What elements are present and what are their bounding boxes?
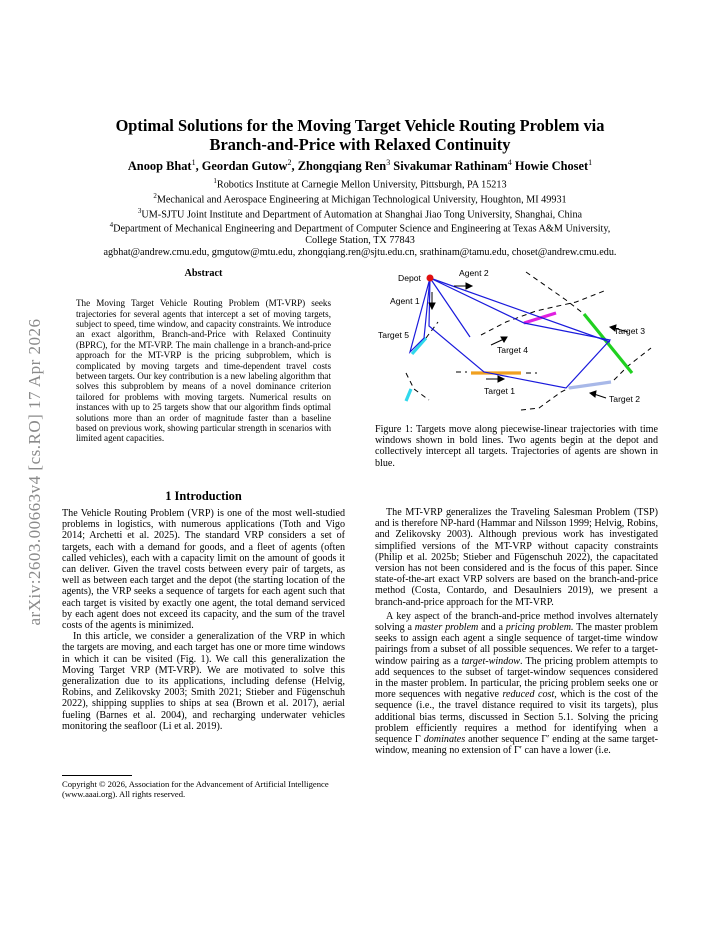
affiliation: $^2$Mechanical and Aerospace Engineering at Michigan Technological University, Houghton, MI 49931 — [153, 191, 567, 206]
right-column-body — [375, 507, 658, 756]
target-1-label: Target 1 — [484, 386, 516, 396]
section-heading-introduction: 1 Introduction — [165, 489, 242, 503]
abstract-heading: Abstract — [184, 268, 223, 279]
agent-1-label: Agent 1 — [390, 296, 420, 306]
arxiv-identifier: arXiv:2603.00663v4 [cs.RO] 17 Apr 2026 — [25, 318, 44, 626]
paper-title — [60, 116, 660, 154]
paragraph: The Vehicle Routing Problem (VRP) is one of the most well-studied problems in logistics, with numerous applications (Toth and Vigo 2014; Archetti et al. 2025). The standard VRP considers a set of targets, each with a demand for goods, and a fleet of agents (often called vehicles), each with a capacity limit on the amount of goods it can deliver. Given the travel costs between every pair of targets, as well as between each target and the depot (the starting location of the agents), the VRP seeks a sequence of targets for each agent such that each target is visited by exactly one agent, the total demand serviced by each agent does not exceed its capacity, and the sum of the travel costs of the agents is minimized. — [62, 508, 345, 632]
depot-marker — [427, 275, 434, 282]
title-line-1: Optimal Solutions for the Moving Target Vehicle Routing Problem via — [115, 116, 605, 135]
target-trajectories — [406, 272, 651, 410]
target-4-trajectory — [481, 291, 604, 335]
footnote-rule — [62, 775, 132, 776]
target-5-window-2 — [406, 389, 411, 401]
author-emails: agbhat@andrew.cmu.edu, gmgutow@mtu.edu, zhongqiang.ren@sjtu.edu.cn, srathinam@tamu.edu, choset@andrew.cmu.edu. — [103, 246, 617, 258]
copyright-footnote: Copyright © 2026, Association for the Advancement of Artificial Intelligence (www.aaai.org). All rights reserved. — [62, 779, 329, 799]
author-list: Anoop Bhat$^1$, Geordan Gutow$^2$, Zhongqiang Ren$^3$ Sivakumar Rathinam$^4$ Howie Choset$^1$ — [127, 158, 593, 174]
introduction-body — [62, 508, 345, 732]
author: Sivakumar Rathinam$^4$ — [393, 158, 512, 174]
agent-path-target5 — [410, 278, 430, 352]
abstract-text: The Moving Target Vehicle Routing Problem (MT-VRP) seeks trajectories for several agents that intercept a set of moving targets, subject to speed, time window, and capacity constraints. We introduce an exact algorithm, Branch-and-Price with Relaxed Continuity (BPRC), for the MT-VRP. The main challenge in a branch-and-price approach for the MT-VRP is the pricing subproblem, which is complicated by moving targets and time-dependent travel costs between targets. Our key contribution is a new labeling algorithm that solves this subproblem by means of a novel dominance criterion tailored for problems with moving targets. Numerical results on instances with up to 25 targets show that our algorithm finds optimal solutions more than an order of magnitude faster than a baseline based on previous work, showing particular strength in scenarios with limited agent capacities. — [76, 298, 331, 444]
target-3-trajectory — [526, 272, 584, 314]
target-4-label: Target 4 — [497, 345, 529, 355]
affiliation-continued: College Station, TX 77843 — [305, 235, 415, 247]
target-2-trajectory — [521, 388, 569, 410]
arrow-right-2-head — [498, 376, 504, 382]
paragraph: In this article, we consider a generalization of the VRP in which the targets are moving, and each target has one or more time windows in which it can be visited (Fig. 1). We call this generalization the Moving Target VRP (MT-VRP). We are motivated to solve this generalization due to its applications, including defense (Helvig, Robins, and Zelikovsky 2003; Smith 2021; Stieber and Fügenschuh 2022), shipping supplies to ships at sea (Brown et al. 2017), aerial fueling (Barnes et al. 2004), and recharging underwater vehicles monitoring the seafloor (Li et al. 2019). — [62, 631, 345, 732]
target-5-label: Target 5 — [378, 330, 410, 340]
target-2-label: Target 2 — [609, 394, 641, 404]
author: Geordan Gutow$^2$ — [201, 158, 292, 174]
agent-path-branch — [430, 278, 470, 337]
target-2-trajectory-end — [614, 348, 651, 380]
figure-1-diagram — [376, 262, 660, 417]
paragraph: A key aspect of the branch-and-price method involves alternately solving a master problem and a pricing problem. The master problem seeks to assign each agent a single sequence of target-time window pairings from a subset of all possible sequences. We refer to a target-window pairing as a target-window. The pricing problem attempts to add sequences to the subset of target-window sequences considered in the master problem. In particular, the pricing problem seeks one or more sequences with negative reduced cost, which is the cost of the sequence (i.e., the travel distance required to visit its targets), plus additional bias terms, discussed in Section 5.1. Solving the pricing problem efficiently requires a method for identifying when a sequence Γ dominates another sequence Γ′ ending at the same target-window, meaning no extension of Γ′ can have a lower (i.e. — [375, 610, 658, 757]
affiliations — [60, 176, 660, 258]
target-3-label: Target 3 — [614, 326, 646, 336]
target-5-window — [412, 338, 426, 354]
depot-label: Depot — [398, 273, 421, 283]
affiliation: $^4$Department of Mechanical Engineering and Department of Computer Science and Engineering at Texas A&M University, — [109, 221, 611, 235]
agent-2-label: Agent 2 — [459, 268, 489, 278]
author: Howie Choset$^1$ — [514, 158, 593, 174]
paragraph: The MT-VRP generalizes the Traveling Salesman Problem (TSP) and is therefore NP-hard (Hammar and Nilsson 1999; Helvig, Robins, and Zelikovsky 2003). Although previous work has investigated simplified versions of the MT-VRP without capacity constraints (Philip et al. 2025b; Stieber and Fügenschuh 2022), the capacitated version has not been considered and is the focus of this paper. Since state-of-the-art exact VRP solvers are based on the branch-and-price method (Costa, Contardo, and Desaulniers 2019), we present a branch-and-price approach for the MT-VRP. — [375, 507, 658, 608]
target-3-window — [584, 314, 632, 373]
arrow-left-2-head — [590, 391, 596, 397]
author: Zhongqiang Ren$^3$ — [297, 158, 391, 174]
affiliation: $^1$Robotics Institute at Carnegie Mellon University, Pittsburgh, PA 15213 — [213, 177, 507, 191]
affiliation: $^3$UM-SJTU Joint Institute and Department of Automation at Shanghai Jiao Tong University, Shanghai, China — [137, 206, 583, 220]
title-line-2: Branch-and-Price with Relaxed Continuity — [209, 135, 511, 154]
arrow-right-head — [466, 283, 472, 289]
target-5-trajectory-segment — [426, 322, 438, 338]
target-2-window — [569, 382, 611, 388]
agent-2-path — [430, 278, 610, 342]
figure-1-caption: Figure 1: Targets move along piecewise-linear trajectories with time windows shown in bold lines. Two agents begin at the depot and collectively intercept all targets. Trajectories of agents are shown in blue. — [375, 424, 658, 469]
author: Anoop Bhat$^1$ — [127, 158, 196, 174]
time-windows — [406, 313, 632, 401]
